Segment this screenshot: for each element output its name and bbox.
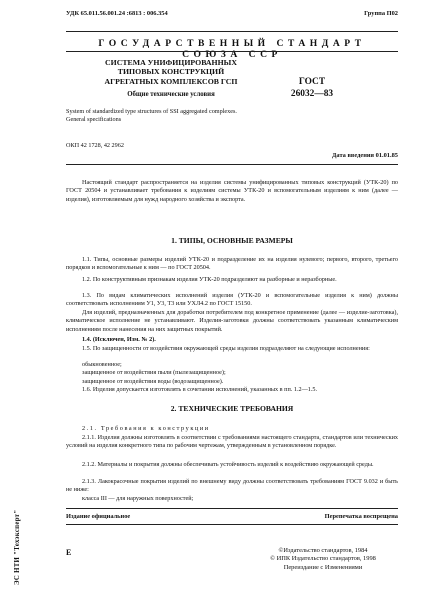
clause-1-3-workpiece: Для изделий, предназначенных для доработки потребителем под конкретное применение (далее — изделие-заготовка), климатическое исполнение не устанавливают. Изделия-заготовки должны соответствовать указанным климатическим исполнениям после нанесения на них защитных покрытий.: [66, 309, 398, 333]
copyright-line: © ИПК Издательство стандартов, 1998: [270, 555, 376, 563]
side-stamp: ЭС НТИ "Техэксперт": [14, 509, 21, 585]
title-line: АГРЕГАТНЫХ КОМПЛЕКСОВ ГСП: [104, 76, 238, 86]
section-1-heading: 1. ТИПЫ, ОСНОВНЫЕ РАЗМЕРЫ: [171, 236, 293, 245]
clause-1-5: 1.5. По защищенности от воздействия окружающей среды изделия подразделяют на следующие исполнения:: [82, 345, 370, 352]
group-code: Группа П02: [364, 10, 398, 17]
clause-1-1: 1.1. Типы, основные размеры изделий УТК-20 и подразделение их на изделия нулевого; первого, второго, третьего порядков и вспомогательные к ним — по ГОСТ 20504.: [66, 256, 398, 272]
gost-label: ГОСТ: [298, 77, 326, 87]
footer-rule: [66, 508, 398, 509]
title-block-rule: [66, 164, 398, 165]
clause-2-1-3: 2.1.3. Лакокрасочные покрытия изделий по внешнему виду должны соответствовать требованиям ГОСТ 9.032 и быть не ниже:: [66, 478, 398, 494]
title-line: ТИПОВЫХ КОНСТРУКЦИЙ: [117, 67, 225, 77]
okp-code: ОКП 42 1728, 42 2962: [66, 142, 124, 149]
clause-2-1: 2.1. Требования к конструкции: [82, 425, 210, 432]
gost-number: 26032—83: [290, 89, 334, 99]
clause-1-3: 1.3. По видам климатических исполнений изделия (УТК-20 и вспомогательные изделия к ним) должны соответствовать исполнениям У1, У3, Т3 или УХЛ4.2 по ГОСТ 15150.: [66, 292, 398, 308]
edition-letter: E: [66, 548, 72, 557]
effective-date-label: Дата введения: [332, 152, 375, 159]
effective-date: [332, 152, 398, 159]
copyright-line: ©Издательство стандартов, 1984: [278, 547, 368, 554]
english-title: [66, 108, 316, 124]
clause-2-1-3-class: класса III — для наружных поверхностей;: [82, 495, 194, 502]
clause-1-6: 1.6. Изделия допускается изготовлять в сочетании исполнений, указанных в пп. 1.2—1.5.: [82, 386, 318, 393]
clause-2-1-1: 2.1.1. Изделия должны изготовлять в соответствии с требованиями настоящего стандарта, стандартов или технических условий на изделия конкретного типа по рабочим чертежам, утвержденным в установленном порядке.: [66, 434, 398, 450]
standard-banner: ГОСУДАРСТВЕННЫЙ СТАНДАРТ СОЮЗА ССР: [98, 38, 366, 60]
top-rule: [66, 31, 398, 32]
english-title-line: General specifications: [66, 116, 122, 123]
udk-code: УДК 65.011.56.001.24 :6813 : 006.354: [66, 10, 168, 17]
official-edition-note: Издание официальное: [66, 513, 131, 520]
footer-bottom-rule: [66, 524, 398, 525]
copyright-block: [248, 547, 398, 572]
clause-2-1-2: 2.1.2. Материалы и покрытия должны обеспечивать устойчивость изделий к воздействию окружающей среды.: [82, 461, 374, 468]
title-line: СИСТЕМА УНИФИЦИРОВАННЫХ: [105, 58, 237, 67]
reprint-notice: Перепечатка воспрещена: [324, 513, 398, 520]
clause-1-2: 1.2. По конструктивным признакам изделия УТК-20 подразделяют на разборные и неразборные.: [82, 276, 337, 283]
english-title-line: System of standardized type structures of SSI aggregated complexes.: [66, 108, 237, 115]
gost-designation: [272, 76, 352, 100]
section-2-heading: 2. ТЕХНИЧЕСКИЕ ТРЕБОВАНИЯ: [170, 404, 294, 413]
banner-rule: [66, 51, 398, 52]
document-subtitle: Общие технические условия: [127, 91, 215, 98]
clause-1-5-option: защищенное от воздействия воды (водозащищенное).: [82, 378, 224, 385]
intro-paragraph: Настоящий стандарт распространяется на изделия системы унифицированных типовых конструкций (УТК-20) по ГОСТ 20504 и устанавливает требования к изделиям системы УТК-20 и вспомогательным изделиям к ним (далее — изделия), изготовляемым для нужд народного хозяйства и экспорта.: [66, 179, 398, 203]
clause-1-5-option: обыкновенное;: [82, 361, 122, 368]
clause-1-5-option: защищенное от воздействия пыли (пылезащищенное);: [82, 369, 226, 376]
clause-1-4: 1.4. (Исключен, Изм. № 2).: [82, 336, 156, 343]
copyright-line: Переиздание с Изменениями: [283, 563, 363, 571]
effective-date-value: 01.01.85: [375, 152, 398, 159]
document-title: [96, 58, 246, 86]
